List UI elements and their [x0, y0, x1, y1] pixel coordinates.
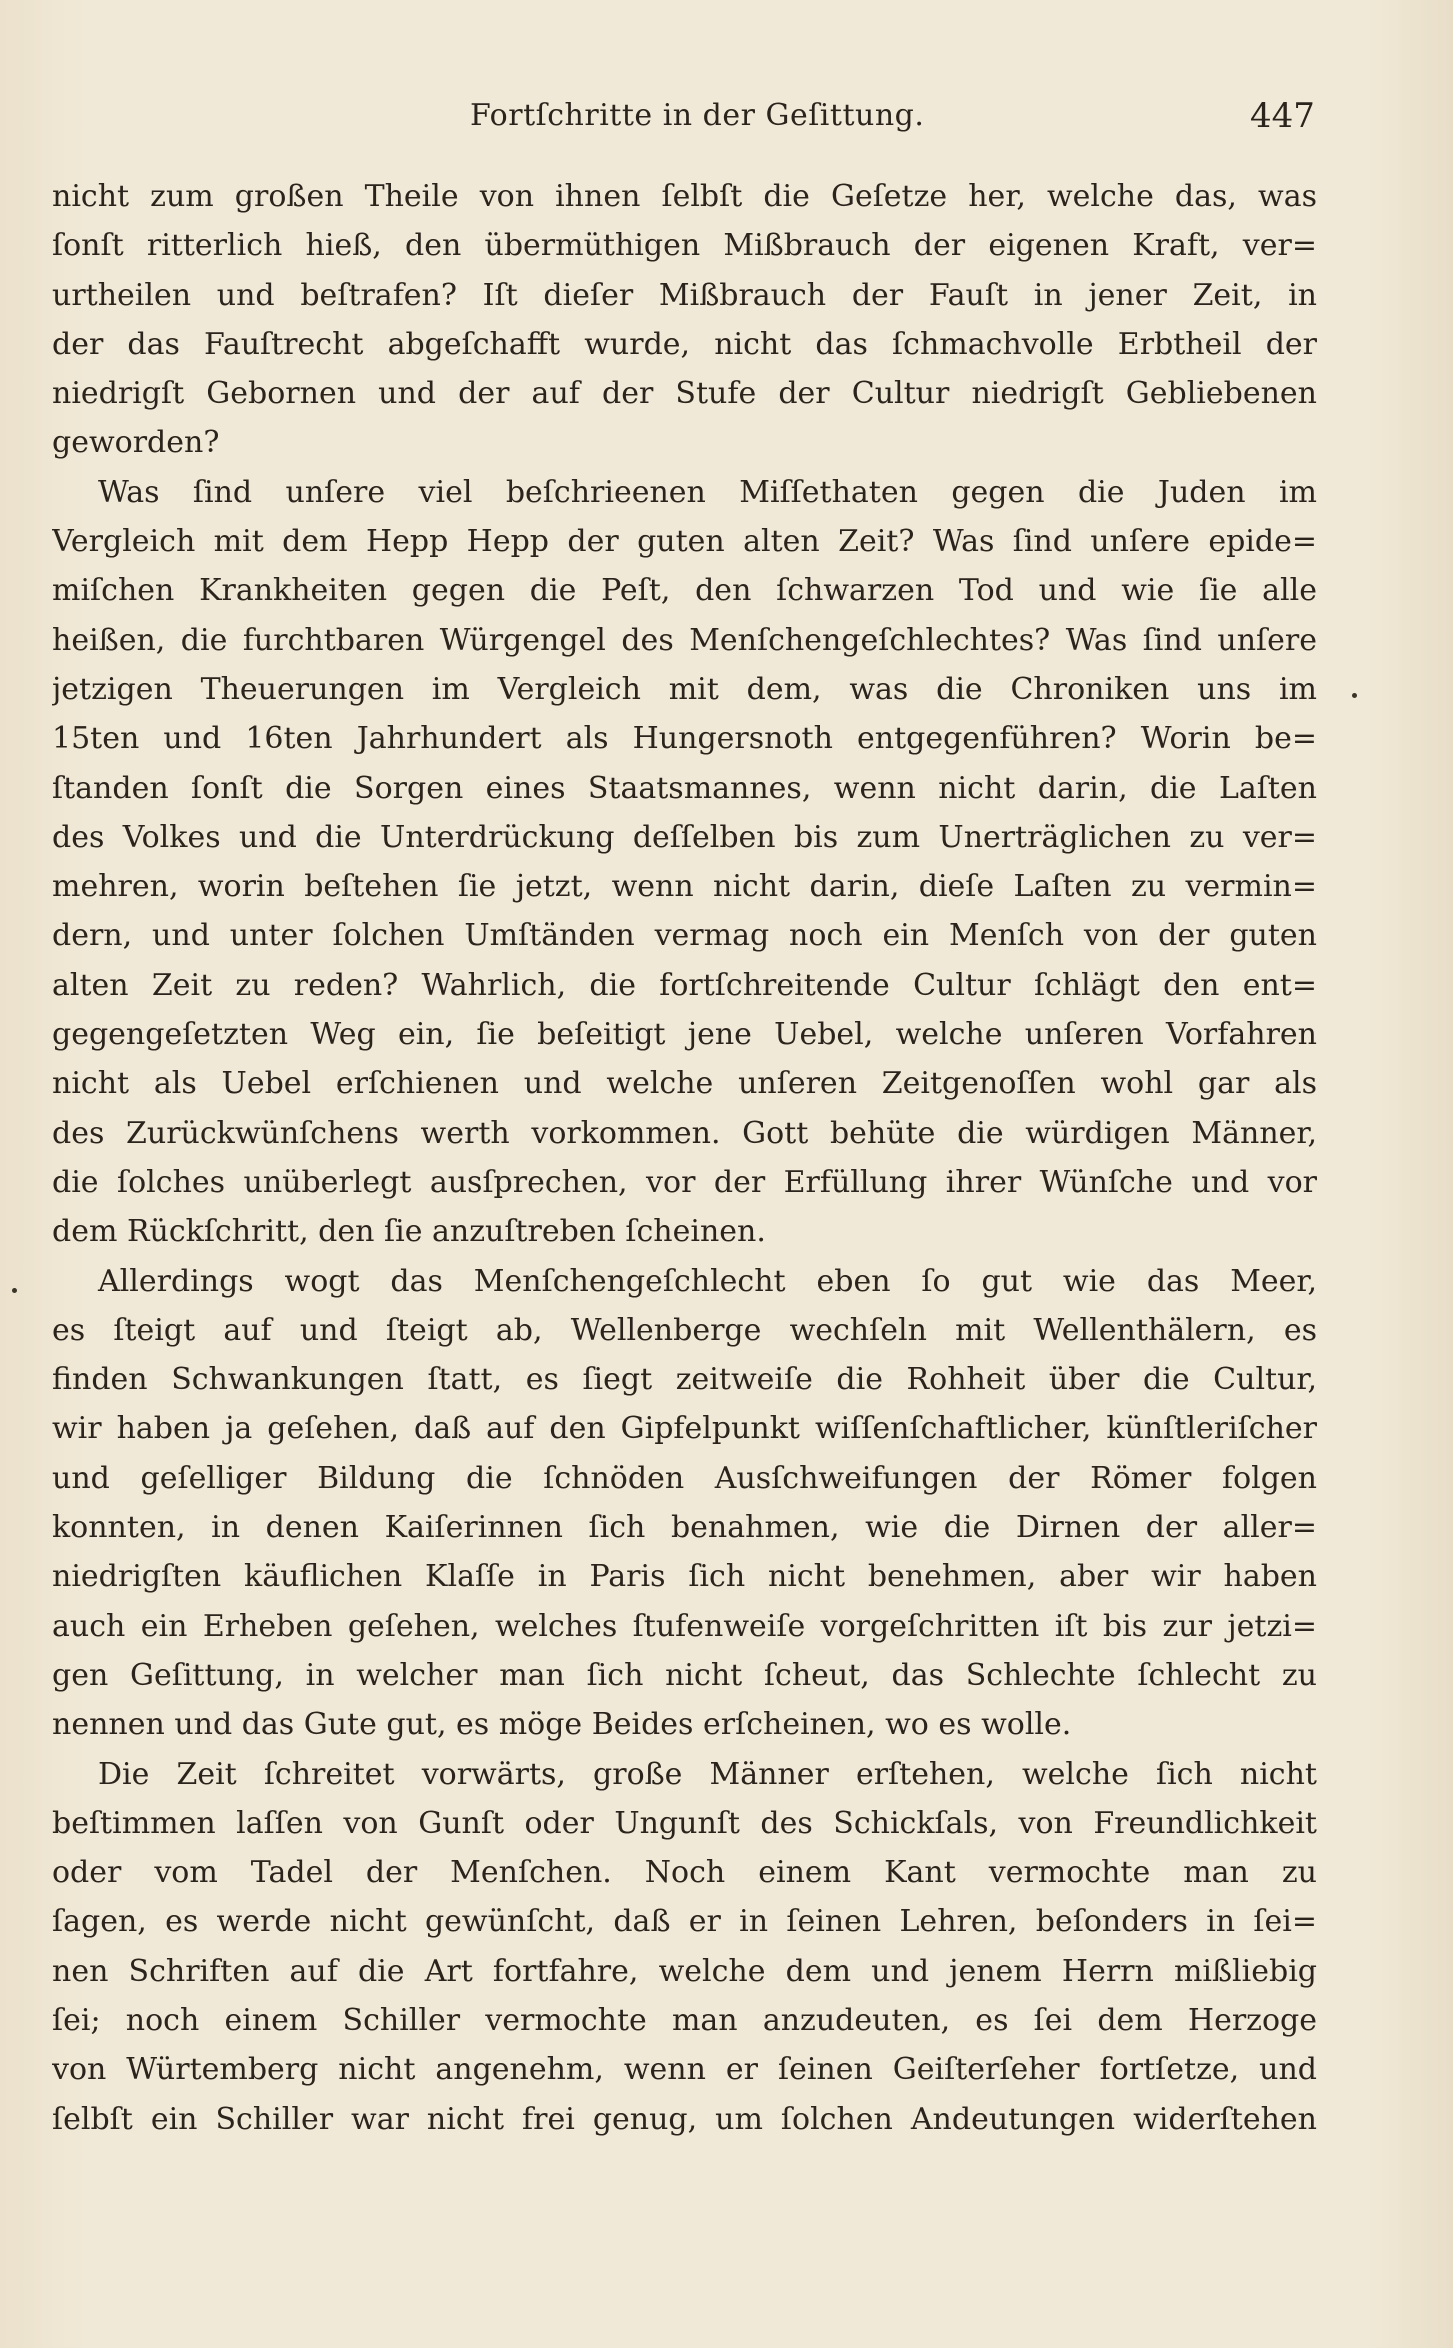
text-line: des Zurückwünſchens werth vorkommen. Gott behüte die würdigen Männer,: [52, 1115, 1317, 1151]
text-line: jetzigen Theuerungen im Vergleich mit dem, was die Chroniken uns im: [52, 671, 1317, 707]
text-line: gegengeſetzten Weg ein, ſie beſeitigt jene Uebel, welche unſeren Vorfahren: [52, 1017, 1317, 1053]
text-line: geworden?: [52, 425, 220, 461]
text-line: finden Schwankungen ſtatt, es ſiegt zeitweiſe die Rohheit über die Cultur,: [52, 1362, 1317, 1398]
body-text: [52, 172, 1317, 2144]
text-line: gen Geſittung, in welcher man ſich nicht ſcheut, das Schlechte ſchlecht zu: [52, 1657, 1317, 1693]
text-line: Allerdings wogt das Menſchengeſchlecht eben ſo gut wie das Meer,: [98, 1263, 1317, 1299]
text-line: ſonſt ritterlich hieß, den übermüthigen Mißbrauch der eigenen Kraft, ver=: [52, 228, 1317, 264]
text-line: miſchen Krankheiten gegen die Peſt, den ſchwarzen Tod und wie ſie alle: [52, 573, 1317, 609]
text-line: urtheilen und beſtrafen? Iſt dieſer Mißbrauch der Fauſt in jener Zeit, in: [52, 277, 1317, 313]
text-line: niedrigſten käuflichen Klaſſe in Paris ſich nicht benehmen, aber wir haben: [52, 1559, 1317, 1595]
text-line: mehren, worin beſtehen ſie jetzt, wenn nicht darin, dieſe Laſten zu vermin=: [52, 869, 1317, 905]
text-line: des Volkes und die Unterdrückung deſſelben bis zum Unerträglichen zu ver=: [52, 819, 1317, 855]
text-line: von Würtemberg nicht angenehm, wenn er ſeinen Geiſterſeher fortſetze, und: [52, 2052, 1317, 2088]
text-line: auch ein Erheben geſehen, welches ſtufenweiſe vorgeſchritten iſt bis zur jetzi=: [52, 1608, 1317, 1644]
text-line: ſei; noch einem Schiller vermochte man anzudeuten, es ſei dem Herzoge: [52, 2002, 1317, 2038]
text-line: dern, und unter ſolchen Umſtänden vermag noch ein Menſch von der guten: [52, 918, 1317, 954]
text-line: oder vom Tadel der Menſchen. Noch einem Kant vermochte man zu: [52, 1855, 1317, 1891]
text-line: der das Fauſtrecht abgeſchafft wurde, nicht das ſchmachvolle Erbtheil der: [52, 326, 1317, 362]
text-line: 15ten und 16ten Jahrhundert als Hungersnoth entgegenführen? Worin be=: [52, 721, 1317, 757]
margin-speck: [1352, 693, 1357, 698]
text-line: ſelbſt ein Schiller war nicht frei genug, um ſolchen Andeutungen widerſtehen: [52, 2101, 1317, 2137]
text-line: und geſelliger Bildung die ſchnöden Ausſchweifungen der Römer folgen: [52, 1460, 1317, 1496]
text-line: nen Schriften auf die Art fortfahre, welche dem und jenem Herrn mißliebig: [52, 1953, 1317, 1989]
page-number: 447: [1250, 96, 1315, 136]
text-line: Was ſind unſere viel beſchrieenen Miſſethaten gegen die Juden im: [98, 474, 1317, 510]
text-line: alten Zeit zu reden? Wahrlich, die fortſchreitende Cultur ſchlägt den ent=: [52, 967, 1317, 1003]
text-line: nicht als Uebel erſchienen und welche unſeren Zeitgenoſſen wohl gar als: [52, 1066, 1317, 1102]
text-line: nennen und das Gute gut, es möge Beides erſcheinen, wo es wolle.: [52, 1707, 1072, 1743]
text-line: Vergleich mit dem Hepp Hepp der guten alten Zeit? Was ſind unſere epide=: [52, 524, 1317, 560]
text-line: ſagen, es werde nicht gewünſcht, daß er in ſeinen Lehren, beſonders in ſei=: [52, 1904, 1317, 1940]
text-line: Die Zeit ſchreitet vorwärts, große Männer erſtehen, welche ſich nicht: [98, 1756, 1317, 1792]
margin-speck: [12, 1288, 17, 1293]
text-line: ſtanden ſonſt die Sorgen eines Staatsmannes, wenn nicht darin, die Laſten: [52, 770, 1317, 806]
text-line: wir haben ja geſehen, daß auf den Gipfelpunkt wiſſenſchaftlicher, künſtleriſcher: [52, 1411, 1317, 1447]
text-line: beſtimmen laſſen von Gunſt oder Ungunſt des Schickſals, von Freundlichkeit: [52, 1805, 1317, 1841]
text-line: die ſolches unüberlegt ausſprechen, vor der Erfüllung ihrer Wünſche und vor: [52, 1164, 1317, 1200]
text-line: heißen, die furchtbaren Würgengel des Menſchengeſchlechtes? Was ſind unſere: [52, 622, 1317, 658]
text-line: es ſteigt auf und ſteigt ab, Wellenberge wechſeln mit Wellenthälern, es: [52, 1312, 1317, 1348]
text-line: nicht zum großen Theile von ihnen ſelbſt die Geſetze her, welche das, was: [52, 179, 1317, 214]
text-line: konnten, in denen Kaiſerinnen ſich benahmen, wie die Dirnen der aller=: [52, 1510, 1317, 1546]
running-title: Fortſchritte in der Geſittung.: [470, 98, 925, 133]
text-line: dem Rückſchritt, den ſie anzuſtreben ſcheinen.: [52, 1214, 766, 1250]
text-line: niedrigſt Gebornen und der auf der Stufe der Cultur niedrigſt Gebliebenen: [52, 376, 1317, 412]
